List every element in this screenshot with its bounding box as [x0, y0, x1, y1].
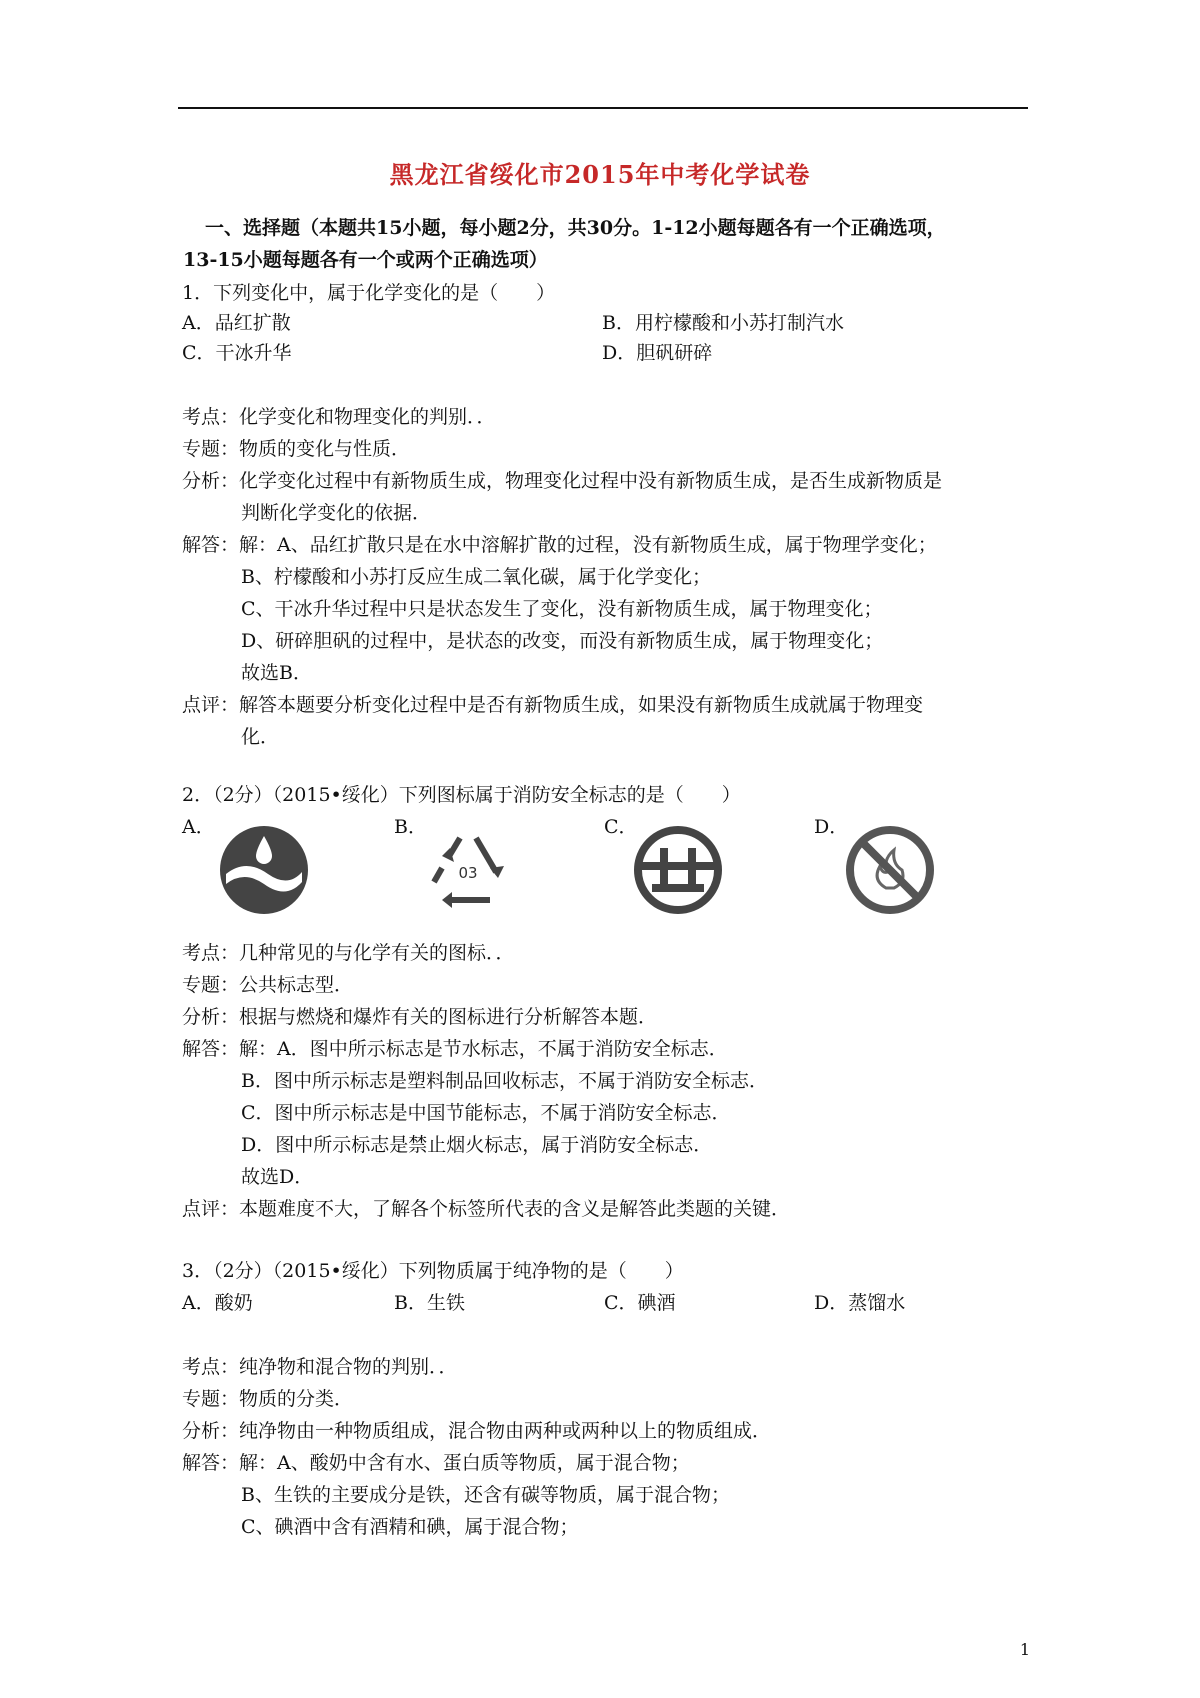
q3-stem: 3．（2分）（2015•绥化）下列物质属于纯净物的是（ ） [182, 1260, 684, 1282]
q2-jieda-line2: B．图中所示标志是塑料制品回收标志，不属于消防安全标志． [241, 1070, 768, 1092]
q2-dianping: 点评：本题难度不大，了解各个标签所代表的含义是解答此类题的关键． [182, 1198, 791, 1220]
q1-dianping-line2: 化． [241, 726, 280, 748]
q1-option-c: C．干冰升华 [182, 342, 292, 364]
section-heading-line1: 一、选择题（本题共15小题，每小题2分，共30分。1-12小题每题各有一个正确选项， [205, 217, 946, 239]
q2-stem: 2．（2分）（2015•绥化）下列图标属于消防安全标志的是（ ） [182, 784, 741, 806]
q3-option-c: C．碘酒 [604, 1292, 676, 1314]
plastic-recycle-icon [420, 822, 516, 918]
q3-option-a: A．酸奶 [182, 1292, 253, 1314]
energy-saving-icon [630, 822, 726, 918]
q3-jieda-line2: B、生铁的主要成分是铁，还含有碳等物质，属于混合物； [241, 1484, 730, 1506]
q3-jieda-line1: 解答：解：A、酸奶中含有水、蛋白质等物质，属于混合物； [182, 1452, 690, 1474]
q2-jieda-line3: C．图中所示标志是中国节能标志，不属于消防安全标志． [241, 1102, 731, 1124]
q2-option-b-label: B． [394, 816, 427, 838]
q1-option-b: B．用柠檬酸和小苏打制汽水 [602, 312, 844, 334]
exam-title: 黑龙江省绥化市2015年中考化学试卷 [389, 160, 811, 189]
q1-dianping-line1: 点评：解答本题要分析变化过程中是否有新物质生成，如果没有新物质生成就属于物理变 [182, 694, 924, 716]
q1-fenxi-line1: 分析：化学变化过程中有新物质生成，物理变化过程中没有新物质生成，是否生成新物质是 [182, 470, 943, 492]
q3-jieda-line3: C、碘酒中含有酒精和碘，属于混合物； [241, 1516, 579, 1538]
q1-zhuanti: 专题：物质的变化与性质． [182, 438, 411, 460]
q1-fenxi-line2: 判断化学变化的依据． [241, 502, 432, 524]
q1-jieda-line4: D、研碎胆矾的过程中，是状态的改变，而没有新物质生成，属于物理变化； [241, 630, 884, 652]
q2-jieda-line4: D．图中所示标志是禁止烟火标志，属于消防安全标志． [241, 1134, 713, 1156]
q2-jieda-line1: 解答：解：A．图中所示标志是节水标志，不属于消防安全标志． [182, 1038, 728, 1060]
q3-zhuanti: 专题：物质的分类． [182, 1388, 354, 1410]
q2-fenxi: 分析：根据与燃烧和爆炸有关的图标进行分析解答本题． [182, 1006, 658, 1028]
q1-jieda-line2: B、柠檬酸和小苏打反应生成二氧化碳，属于化学变化； [241, 566, 711, 588]
q2-option-c-label: C． [604, 816, 638, 838]
section-heading [183, 212, 1045, 276]
q1-jieda-line1: 解答：解：A、品红扩散只是在水中溶解扩散的过程，没有新物质生成，属于物理学变化； [182, 534, 937, 556]
q1-option-d: D．胆矾研碎 [602, 342, 713, 364]
page-number: 1 [1019, 1640, 1030, 1659]
header-rule [178, 107, 1028, 109]
q2-kaodian: 考点：几种常见的与化学有关的图标．． [182, 942, 515, 964]
q3-option-b: B．生铁 [394, 1292, 465, 1314]
q1-stem: 1．下列变化中，属于化学变化的是（ ） [182, 282, 556, 304]
q2-zhuanti: 专题：公共标志型． [182, 974, 354, 996]
recycle-code: 03 [458, 864, 478, 882]
q2-option-d-label: D． [814, 816, 849, 838]
q1-kaodian: 考点：化学变化和物理变化的判别．． [182, 406, 496, 428]
q1-jieda-line3: C、干冰升华过程中只是状态发生了变化，没有新物质生成，属于物理变化； [241, 598, 883, 620]
no-fire-icon [842, 822, 938, 918]
q3-kaodian: 考点：纯净物和混合物的判别．． [182, 1356, 458, 1378]
q1-option-a: A．品红扩散 [182, 312, 291, 334]
q3-fenxi: 分析：纯净物由一种物质组成，混合物由两种或两种以上的物质组成． [182, 1420, 772, 1442]
q2-option-a-label: A． [182, 816, 215, 838]
q2-jieda-line5: 故选D． [241, 1166, 314, 1188]
water-saving-icon [216, 822, 312, 918]
q3-option-d: D．蒸馏水 [814, 1292, 906, 1314]
q1-jieda-line5: 故选B． [241, 662, 312, 684]
section-heading-line2: 13-15小题每题各有一个或两个正确选项） [183, 249, 548, 271]
